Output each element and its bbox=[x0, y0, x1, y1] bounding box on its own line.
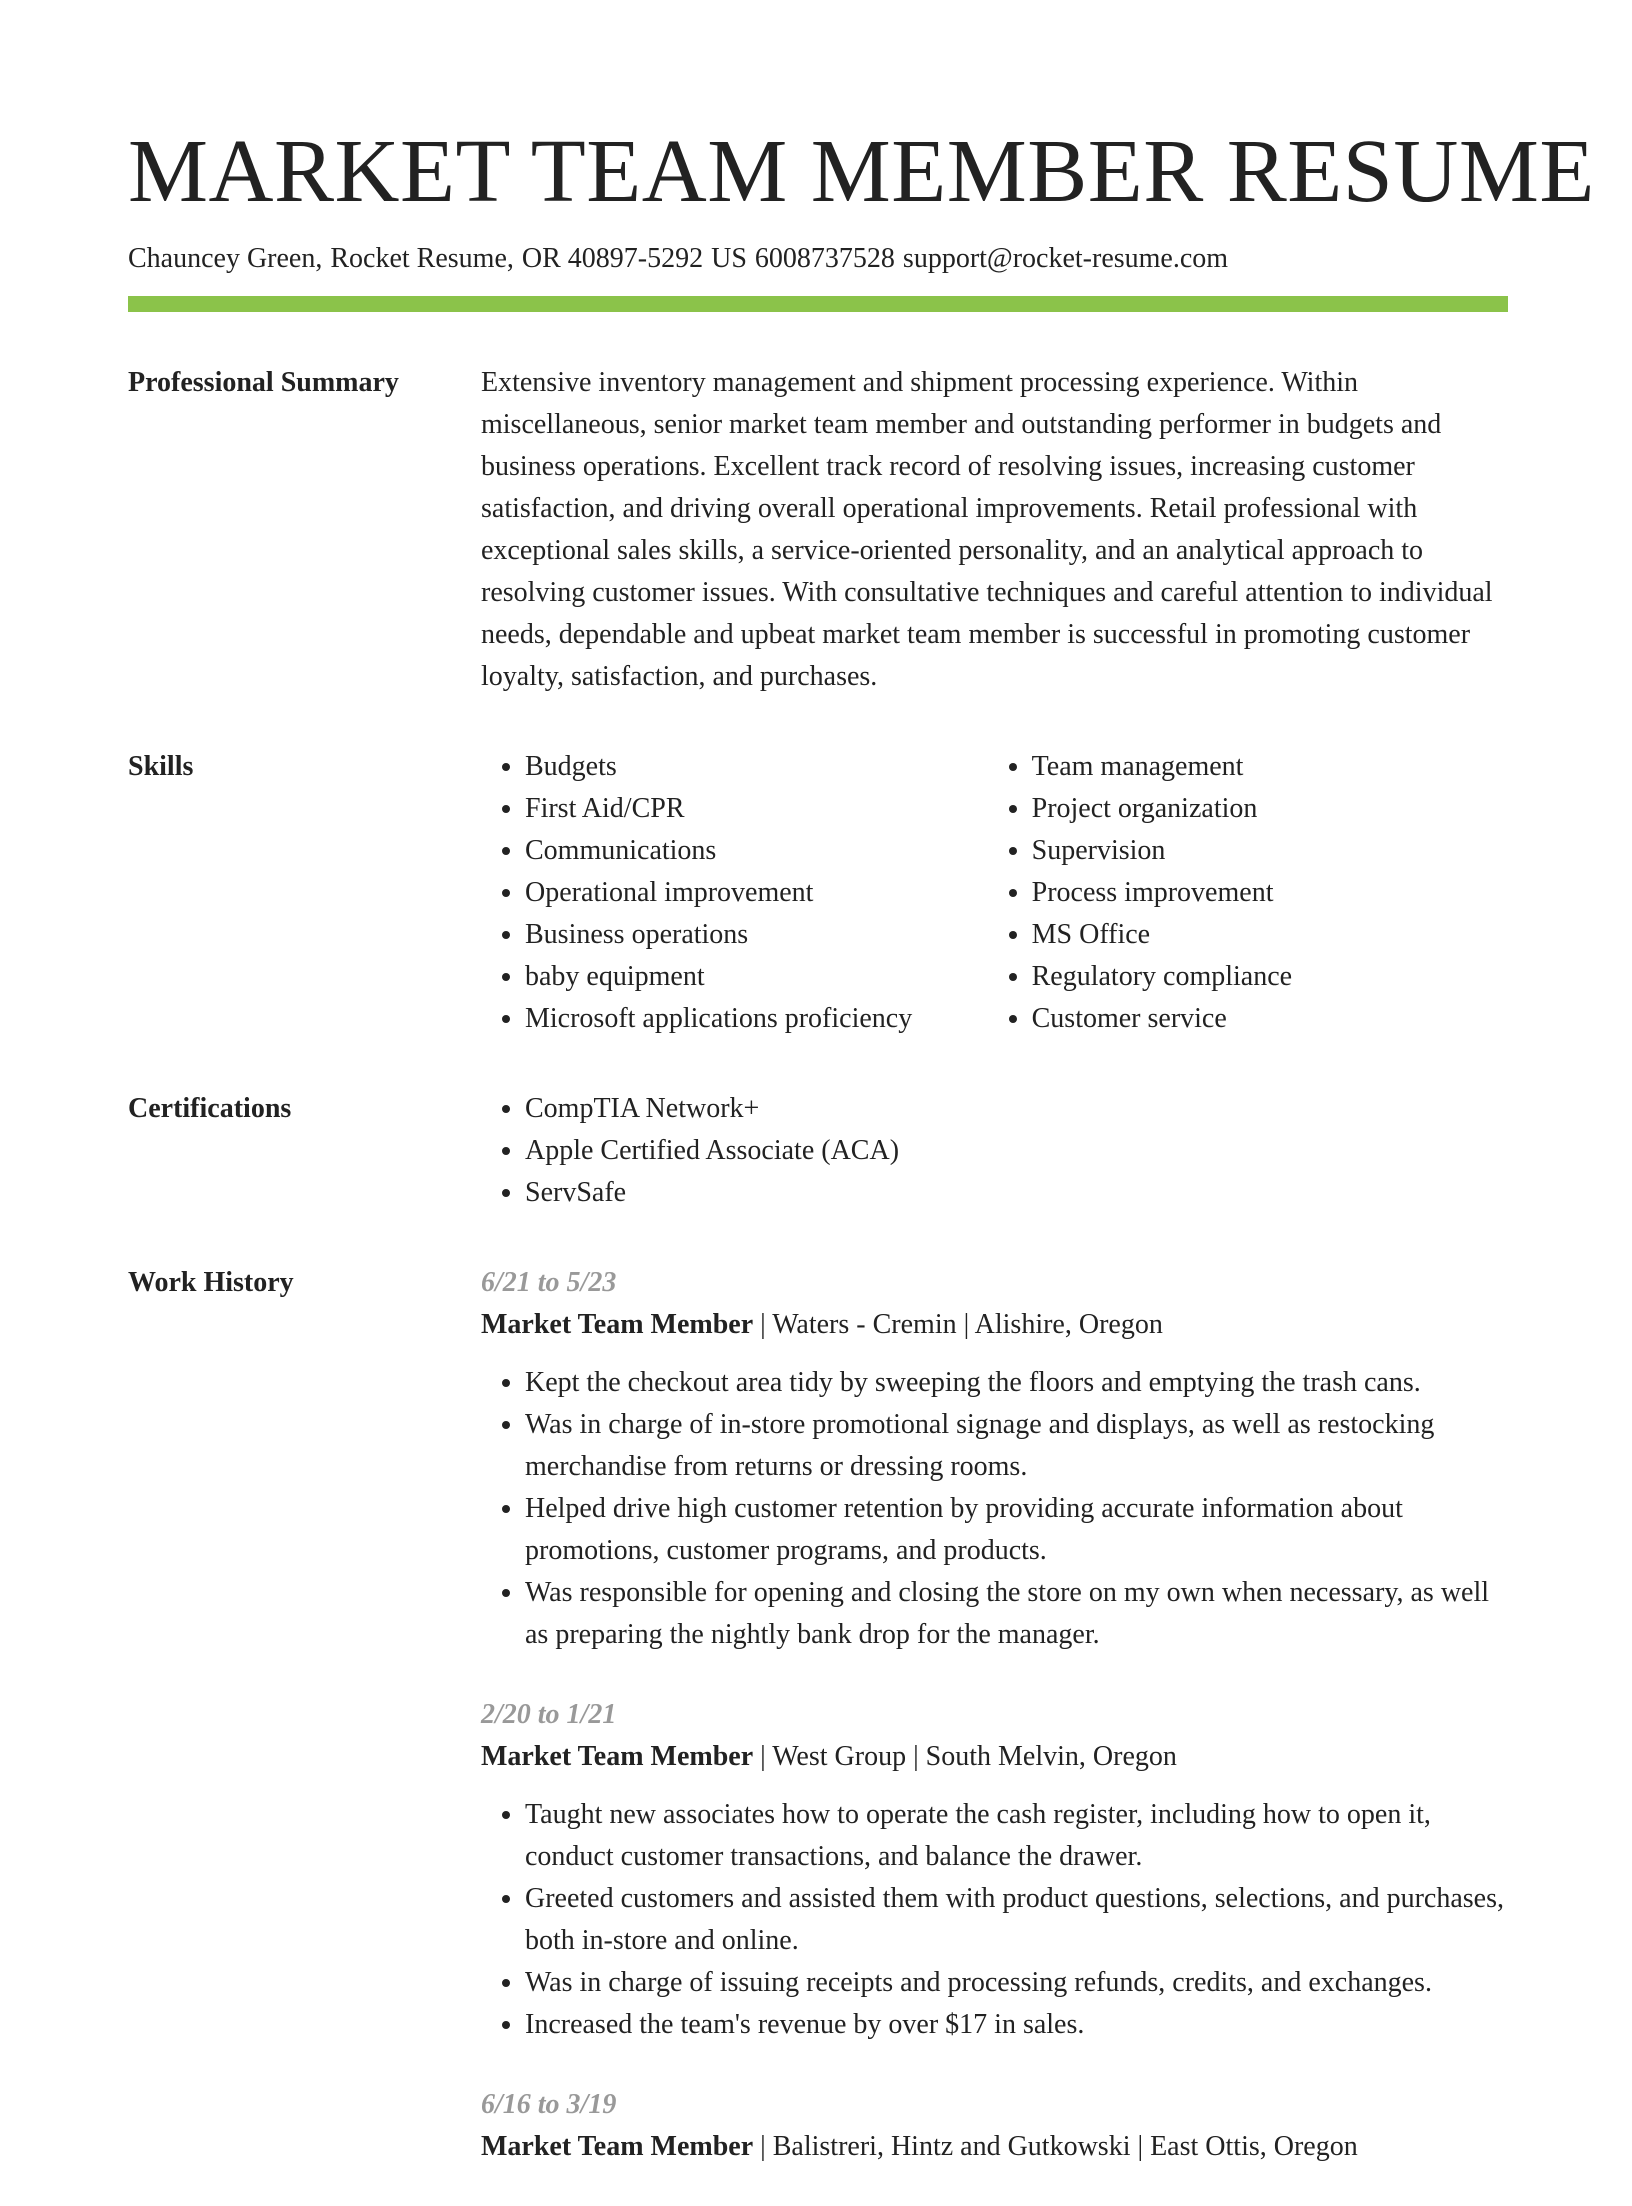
summary-section bbox=[128, 362, 1508, 698]
skill-item: • Team management bbox=[1032, 746, 1508, 788]
skill-item: • Budgets bbox=[525, 746, 988, 788]
job-bullet: • Was in charge of issuing receipts and processing refunds, credits, and exchanges. bbox=[525, 1962, 1508, 2004]
job-bullet: • Was responsible for opening and closing the store on my own when necessary, as well as preparing the nightly bank drop for the manager. bbox=[525, 1572, 1508, 1656]
contact-state-zip: OR 40897-5292 bbox=[521, 243, 704, 274]
skill-item: • Customer service bbox=[1032, 998, 1508, 1040]
job-title: Market Team Member bbox=[481, 2131, 754, 2162]
skill-item: • First Aid/CPR bbox=[525, 788, 988, 830]
skills-list-right bbox=[988, 746, 1508, 1040]
job-header bbox=[481, 1736, 1508, 1778]
job-bullet: • Was in charge of in-store promotional signage and displays, as well as restocking merchandise from returns or dressing rooms. bbox=[525, 1404, 1508, 1488]
job-dates: 2/20 to 1/21 bbox=[481, 1699, 617, 1730]
contact-country: US bbox=[711, 243, 747, 274]
job-bullets bbox=[481, 1794, 1508, 2046]
job-bullet: • Taught new associates how to operate the cash register, including how to open it, conduct customer transactions, and balance the drawer. bbox=[525, 1794, 1508, 1878]
job-bullets bbox=[481, 1362, 1508, 1656]
job-header bbox=[481, 1304, 1508, 1346]
job-employer-location: | Balistreri, Hintz and Gutkowski | East Ottis, Oregon bbox=[753, 2131, 1358, 2162]
work-history-label: Work History bbox=[128, 1267, 294, 1298]
resume-page bbox=[128, 0, 1595, 2206]
contact-email: support@rocket-resume.com bbox=[902, 243, 1229, 274]
contact-line bbox=[128, 242, 1508, 276]
resume-title: MARKET TEAM MEMBER RESUME bbox=[128, 122, 1595, 221]
certifications-label: Certifications bbox=[128, 1093, 292, 1124]
skill-item: • Communications bbox=[525, 830, 988, 872]
contact-name: Chauncey Green, bbox=[128, 243, 323, 274]
certifications-section bbox=[128, 1088, 1508, 1214]
skill-item: • Project organization bbox=[1032, 788, 1508, 830]
skill-item: • MS Office bbox=[1032, 914, 1508, 956]
job-employer-location: | Waters - Cremin | Alishire, Oregon bbox=[753, 1309, 1163, 1340]
accent-divider bbox=[128, 296, 1508, 312]
skills-list-left bbox=[481, 746, 988, 1040]
skills-label: Skills bbox=[128, 751, 194, 782]
job-title: Market Team Member bbox=[481, 1309, 754, 1340]
certifications-list bbox=[481, 1088, 1508, 1214]
job-header bbox=[481, 2126, 1508, 2168]
job-bullet: • Kept the checkout area tidy by sweeping the floors and emptying the trash cans. bbox=[525, 1362, 1508, 1404]
job-entry bbox=[481, 2084, 1508, 2168]
skill-item: • baby equipment bbox=[525, 956, 988, 998]
summary-text: Extensive inventory management and shipment processing experience. Within miscellaneous, senior market team member and outstanding performer in budgets and business operations. Excellent track record of resolving issues, increasing customer satisfaction, and driving overall operational improvements. Retail professional with exceptional sales skills, a service-oriented personality, and an analytical approach to resolving customer issues. With consultative techniques and careful attention to individual needs, dependable and upbeat market team member is successful in promoting customer loyalty, satisfaction, and purchases. bbox=[481, 367, 1493, 692]
certification-item: • ServSafe bbox=[525, 1172, 1508, 1214]
job-bullet: • Helped drive high customer retention by providing accurate information about promotions, customer programs, and products. bbox=[525, 1488, 1508, 1572]
skill-item: • Supervision bbox=[1032, 830, 1508, 872]
skill-item: • Regulatory compliance bbox=[1032, 956, 1508, 998]
job-employer-location: | West Group | South Melvin, Oregon bbox=[753, 1741, 1177, 1772]
skill-item: • Microsoft applications proficiency bbox=[525, 998, 988, 1040]
certification-item: • Apple Certified Associate (ACA) bbox=[525, 1130, 1508, 1172]
certification-item: • CompTIA Network+ bbox=[525, 1088, 1508, 1130]
job-dates: 6/16 to 3/19 bbox=[481, 2089, 617, 2120]
job-dates: 6/21 to 5/23 bbox=[481, 1267, 617, 1298]
skill-item: • Business operations bbox=[525, 914, 988, 956]
work-history-section bbox=[128, 1262, 1508, 2206]
job-entry bbox=[481, 1694, 1508, 2046]
contact-phone: 6008737528 bbox=[754, 243, 895, 274]
skill-item: • Process improvement bbox=[1032, 872, 1508, 914]
job-entry bbox=[481, 1262, 1508, 1656]
skills-section bbox=[128, 746, 1508, 1040]
job-title: Market Team Member bbox=[481, 1741, 754, 1772]
contact-company: Rocket Resume, bbox=[330, 243, 514, 274]
skill-item: • Operational improvement bbox=[525, 872, 988, 914]
summary-label: Professional Summary bbox=[128, 367, 399, 398]
job-bullet: • Increased the team's revenue by over $17 in sales. bbox=[525, 2004, 1508, 2046]
job-bullet: • Greeted customers and assisted them with product questions, selections, and purchases, both in-store and online. bbox=[525, 1878, 1508, 1962]
